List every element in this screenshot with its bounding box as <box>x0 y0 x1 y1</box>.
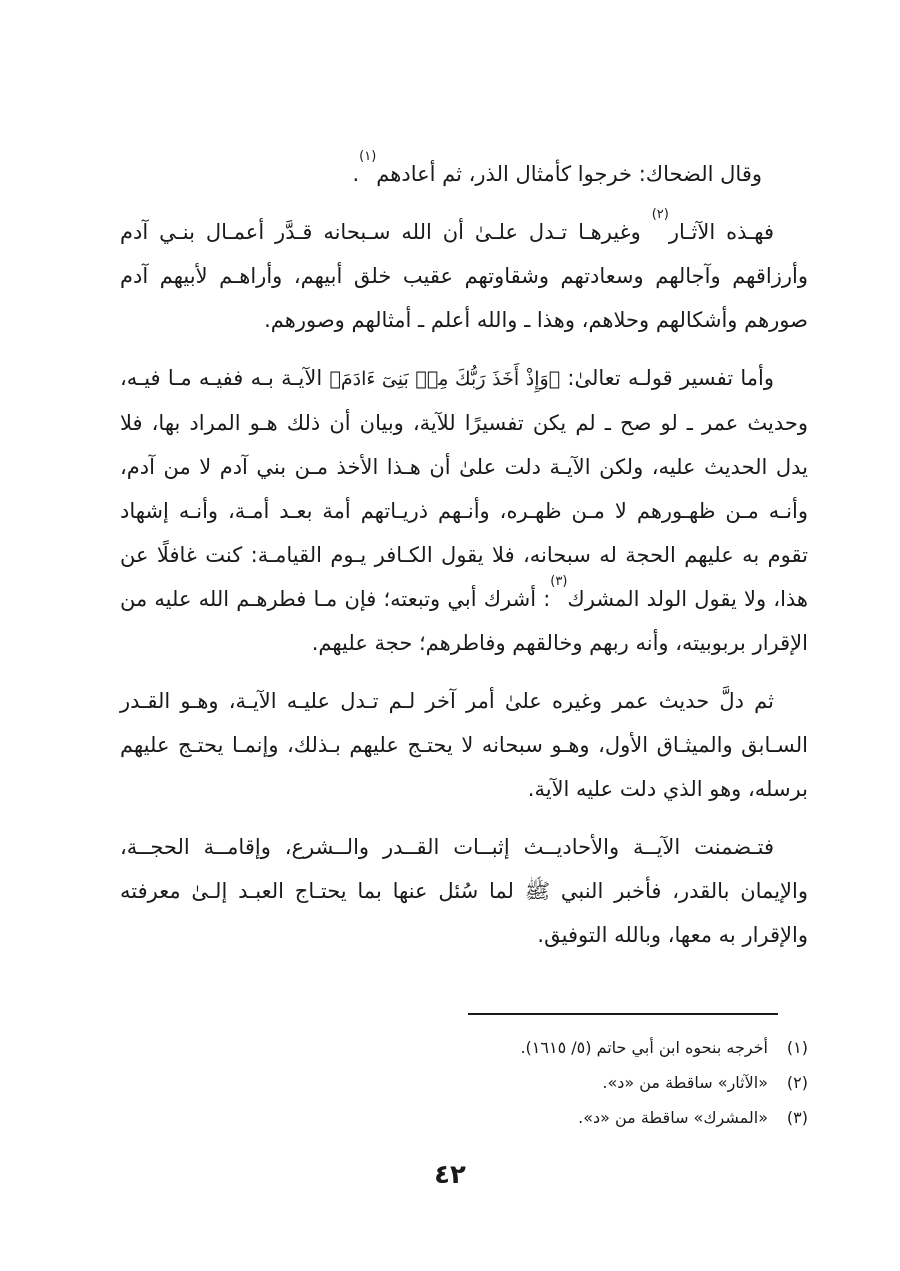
page-number: ٤٢ <box>434 1160 466 1190</box>
footnote-divider <box>468 1013 778 1015</box>
footnote <box>120 1100 808 1135</box>
paragraph <box>120 825 808 957</box>
paragraph-text: ثم دلَّ حديث عمر وغيره علىٰ أمر آخر لـم تـدل عليـه الآيـة، وهـو القـدر السـابق والميثـاق الأول، وهـو سبحانه لا يحتـج عليهم بـذلك، وإنمـا يحتـج عليهم برسله، وهو الذي دلت عليه الآية. <box>120 689 808 801</box>
paragraph-text: فهـذه الآثـار <box>668 220 774 244</box>
paragraph <box>120 356 808 665</box>
footnote-marker: (٢) <box>651 207 669 222</box>
paragraph <box>120 207 808 342</box>
paragraph-text: الآيـة بـه ففيـه مـا فيـه، وحديث عمر ـ لو صح ـ لم يكن تفسيرًا للآية، وبيان أن ذلك هـو المراد بها، فلا يدل الحديث عليه، ولكن الآيـة دلت علىٰ أن هـذا الأخذ مـن بني آدم لا من آدم، وأنـه مـن ظهـورهم لا مـن ظهـره، وأنـهم ذريـاتهم أمة بعـد أمـة، وأنـه إشهاد تقوم به عليهم الحجة له سبحانه، فلا يقول الكـافر يـوم القيامـة: كنت غافلًا عن هذا، ولا يقول الولد المشرك <box>120 366 808 611</box>
paragraph-text: فتـضمنت الآيــة والأحاديــث إثبــات القــدر والــشرع، وإقامــة الحجــة، والإيمان بالقدر، فأخبر النبي ﷺ لما سُئل عنها بما يحتـاج العبـد إلـىٰ معرفته والإقرار به معها، وبالله التوفيق. <box>120 835 808 947</box>
paragraph <box>120 149 808 196</box>
paragraph-text: وغيرهـا تـدل علـىٰ أن الله سـبحانه قـدَّر أعمـال بنـي آدم وأرزاقهم وآجالهم وسعادتهم وشقاوتهم عقيب خلق أبيهم، وأراهـم لأبيهم آدم صورهم وأشكالهم وحلاهم، وهذا ـ والله أعلم ـ أمثالهم وصورهم. <box>120 220 808 332</box>
quran-verse: ﴿وَإِذْ أَخَذَ رَبُّكَ مِنۢ بَنِىٓ ءَادَمَ﴾ <box>329 368 561 390</box>
footnote-marker: (١) <box>359 149 377 164</box>
footnote-marker: (٣) <box>550 574 568 589</box>
paragraph-text: وقال الضحاك: خرجوا كأمثال الذر، ثم أعادهم <box>376 162 762 186</box>
footnote-text: أخرجه بنحوه ابن أبي حاتم (٥/ ١٦١٥). <box>520 1038 768 1057</box>
footnotes <box>120 1030 808 1135</box>
footnote-text: «الآثار» ساقطة من «د». <box>602 1073 768 1092</box>
main-text <box>120 149 808 971</box>
paragraph-text: وأما تفسير قولـه تعالىٰ: <box>560 366 774 390</box>
paragraph <box>120 679 808 811</box>
footnote-number: (٢) <box>786 1073 808 1092</box>
footnote-number: (١) <box>786 1038 808 1057</box>
footnote-text: «المشرك» ساقطة من «د». <box>578 1108 768 1127</box>
footnote-number: (٣) <box>786 1108 808 1127</box>
paragraph-text: : أشرك أبي وتبعته؛ فإن مـا فطرهـم الله عليه من الإقرار بربوبيته، وأنه ربهم وخالقهم وفاطرهم؛ حجة عليهم. <box>120 587 808 655</box>
footnote <box>120 1030 808 1065</box>
paragraph-text: . <box>352 162 360 186</box>
footnote <box>120 1065 808 1100</box>
